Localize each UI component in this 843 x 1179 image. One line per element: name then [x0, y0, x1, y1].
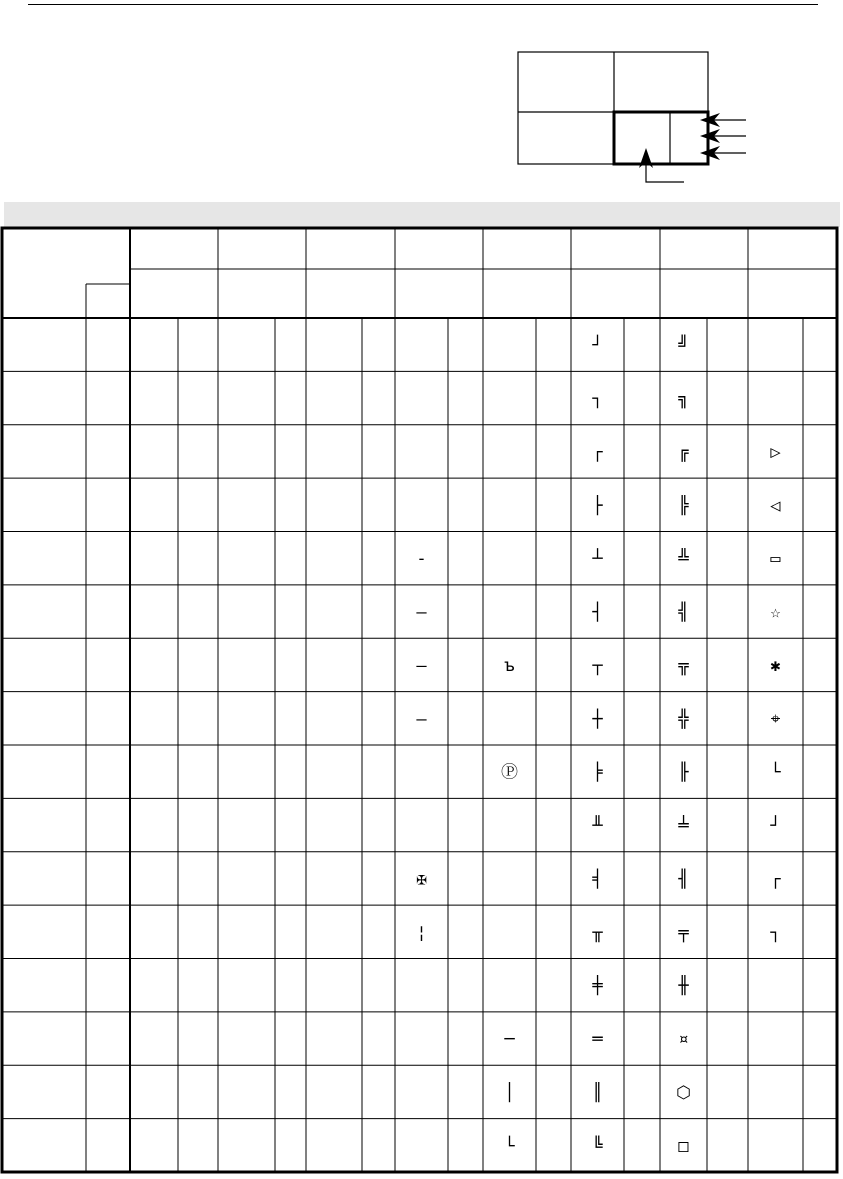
- glyph-cell: ▭: [770, 549, 781, 570]
- glyph-cell: ┬: [592, 655, 603, 676]
- glyph-cell: ⌖: [770, 709, 781, 730]
- glyph-cell: ─: [504, 1029, 515, 1050]
- glyph-cell: ╗: [678, 389, 689, 410]
- glyph-cell: ✠: [416, 869, 427, 890]
- glyph-cell: ☆: [770, 602, 781, 623]
- glyph-cell: Ⓟ: [501, 762, 518, 783]
- glyph-cell: ¤: [678, 1029, 689, 1050]
- glyph-cell: ╫: [678, 976, 689, 997]
- legend-diagram: [500, 40, 760, 190]
- glyph-cell: ╢: [678, 869, 689, 890]
- glyph-cell: □: [678, 1136, 689, 1157]
- table-caption-band: [4, 202, 840, 227]
- glyph-cell: ┼: [592, 709, 603, 730]
- glyph-cell: ╔: [678, 442, 689, 463]
- legend-highlight-box: [614, 112, 708, 164]
- glyph-cell: -: [416, 549, 427, 570]
- glyph-cell: ╝: [678, 335, 689, 356]
- glyph-cell: ╬: [678, 709, 689, 730]
- glyph-cell: —: [416, 709, 427, 730]
- glyph-cell: └: [770, 762, 781, 783]
- glyph-cell: ╥: [592, 922, 603, 943]
- legend-pointer-line-4: [646, 154, 684, 182]
- table-border: [2, 228, 837, 1172]
- glyph-cell: ╤: [678, 922, 689, 943]
- glyph-cell: ┌: [592, 442, 603, 463]
- glyph-cell: ┴: [592, 549, 603, 570]
- glyph-cell: ┤: [592, 602, 603, 623]
- glyph-cell: └: [504, 1136, 515, 1157]
- glyph-cell: ┐: [592, 389, 603, 410]
- glyph-cell: ▷: [770, 442, 781, 463]
- glyph-cell: ✱: [770, 655, 781, 676]
- glyph-cell: ╧: [678, 816, 689, 837]
- glyph-cell: ╩: [678, 549, 689, 570]
- code-table: [0, 226, 843, 1179]
- glyph-cell: │: [504, 1082, 515, 1103]
- glyph-cell: ⬡: [676, 1082, 691, 1103]
- glyph-cell: ╚: [592, 1136, 603, 1157]
- glyph-cell: ╡: [592, 869, 603, 890]
- glyph-cell: ╞: [592, 762, 603, 783]
- glyph-cell: —: [416, 655, 427, 676]
- glyph-cell: ┌: [770, 869, 781, 890]
- glyph-cell: ╪: [592, 976, 603, 997]
- glyph-cell: –: [416, 602, 427, 623]
- glyph-cell: ╣: [678, 602, 689, 623]
- glyph-cell: ║: [592, 1082, 603, 1103]
- glyph-cell: ╟: [678, 762, 689, 783]
- glyph-cell: ◁: [770, 495, 781, 516]
- glyph-cell: ¦: [416, 922, 427, 943]
- glyph-cell: ╦: [678, 655, 689, 676]
- glyph-cell: ъ: [504, 655, 515, 676]
- glyph-cell: ┐: [770, 922, 781, 943]
- glyph-cell: ┘: [592, 335, 603, 356]
- glyph-cell: ═: [592, 1029, 603, 1050]
- glyph-cell: ╨: [592, 816, 603, 837]
- top-rule: [28, 4, 818, 5]
- glyph-cell: ├: [592, 495, 603, 516]
- glyph-cell: ╠: [678, 495, 689, 516]
- glyph-cell: ┘: [770, 816, 781, 837]
